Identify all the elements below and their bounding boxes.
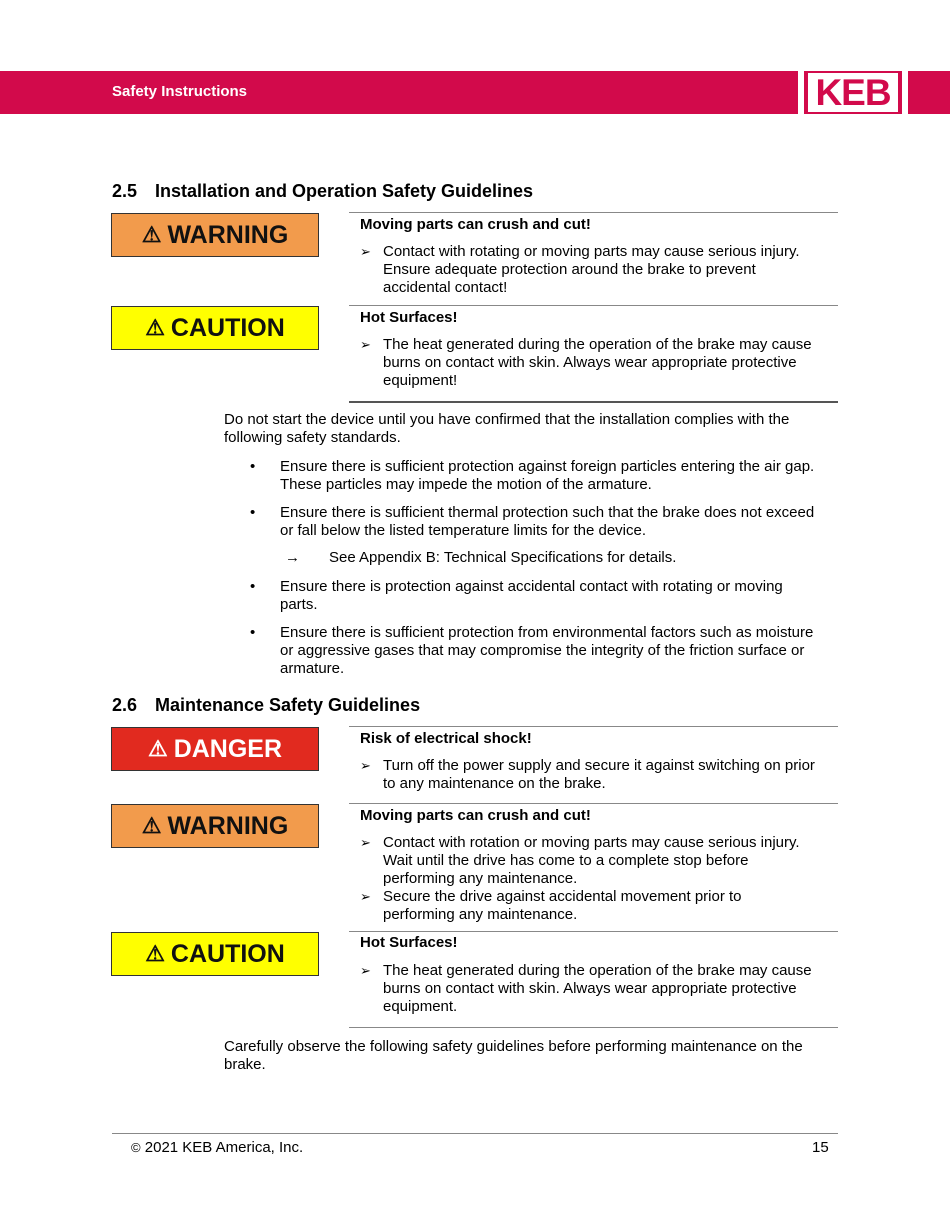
divider xyxy=(349,212,838,213)
copyright-text: 2021 KEB America, Inc. xyxy=(144,1139,304,1156)
section-number: 2.6 xyxy=(112,695,138,715)
bullet-icon: • xyxy=(250,578,256,595)
keb-logo xyxy=(808,73,898,112)
list-item: • Ensure there is protection against accidental contact with rotating or moving parts. xyxy=(250,578,783,613)
section-heading-2-5 xyxy=(112,181,533,202)
message-title: Hot Surfaces! xyxy=(360,934,458,951)
caution-badge xyxy=(111,306,319,350)
arrow-bullet-icon: ➢ xyxy=(360,337,371,352)
list-item: • Ensure there is sufficient protection against foreign particles entering the air gap. These particles may impede the motion of the armature. xyxy=(250,458,815,493)
badge-label: CAUTION xyxy=(170,939,285,968)
danger-badge xyxy=(111,727,319,771)
reference-text: See Appendix B: Technical Specifications for details. xyxy=(329,549,677,566)
message-title: Moving parts can crush and cut! xyxy=(360,216,591,233)
divider xyxy=(349,1027,838,1028)
arrow-bullet-icon: ➢ xyxy=(360,963,371,978)
arrow-bullet-icon: ➢ xyxy=(360,244,371,259)
divider xyxy=(349,305,838,306)
outro-paragraph: Carefully observe the following safety guidelines before performing maintenance on the brake. xyxy=(224,1038,803,1073)
footer-divider xyxy=(112,1133,838,1134)
warning-badge xyxy=(111,804,319,848)
section-title: Installation and Operation Safety Guidelines xyxy=(155,181,534,201)
arrow-bullet-icon: ➢ xyxy=(360,835,371,850)
logo-text: KEB xyxy=(815,72,891,113)
section-title: Maintenance Safety Guidelines xyxy=(155,695,421,715)
section-heading-2-6 xyxy=(112,695,420,716)
message-item: ➢ Contact with rotation or moving parts may cause serious injury. Wait until the drive has come to a complete stop before performing any maintenance. xyxy=(360,834,800,887)
bullet-icon: • xyxy=(250,624,256,641)
message-title: Moving parts can crush and cut! xyxy=(360,807,591,824)
warning-triangle-icon: ⚠ xyxy=(147,736,168,761)
warning-triangle-icon: ⚠ xyxy=(141,222,162,247)
badge-label: WARNING xyxy=(167,220,289,249)
arrow-bullet-icon: ➢ xyxy=(360,758,371,773)
warning-triangle-icon: ⚠ xyxy=(145,315,165,340)
message-title: Hot Surfaces! xyxy=(360,309,458,326)
message-item: ➢ The heat generated during the operation of the brake may cause burns on contact with skin. Always wear appropriate protective equipment! xyxy=(360,336,812,389)
page-number: 15 xyxy=(812,1139,829,1156)
list-item: • Ensure there is sufficient protection from environmental factors such as moisture or aggressive gases that may compromise the integrity of the friction surface or armature. xyxy=(250,624,814,677)
badge-label: CAUTION xyxy=(170,313,285,342)
list-item: • Ensure there is sufficient thermal protection such that the brake does not exceed or fall below the listed temperature limits for the device. xyxy=(250,504,815,539)
message-item: ➢ Contact with rotating or moving parts may cause serious injury. Ensure adequate protection around the brake to prevent accidental contact! xyxy=(360,243,800,296)
caution-badge xyxy=(111,932,319,976)
logo-gap xyxy=(902,71,908,114)
bullet-icon: • xyxy=(250,504,256,521)
divider xyxy=(349,401,838,403)
warning-triangle-icon: ⚠ xyxy=(145,941,165,966)
section-number: 2.5 xyxy=(112,181,138,201)
divider xyxy=(349,726,838,727)
badge-label: DANGER xyxy=(173,734,283,763)
reference-note xyxy=(285,549,676,567)
warning-triangle-icon: ⚠ xyxy=(141,813,162,838)
message-item: ➢ Secure the drive against accidental movement prior to performing any maintenance. xyxy=(360,888,742,923)
header-title: Safety Instructions xyxy=(112,83,248,100)
divider xyxy=(349,803,838,804)
footer-copyright xyxy=(131,1139,303,1156)
badge-label: WARNING xyxy=(167,811,289,840)
divider xyxy=(349,931,838,932)
right-arrow-icon: → xyxy=(285,549,300,566)
bullet-icon: • xyxy=(250,458,256,475)
arrow-bullet-icon: ➢ xyxy=(360,889,371,904)
message-item: ➢ The heat generated during the operation of the brake may cause burns on contact with skin. Always wear appropriate protective equipment. xyxy=(360,962,812,1015)
intro-paragraph: Do not start the device until you have confirmed that the installation complies with the following safety standards. xyxy=(224,411,790,446)
copyright-icon: © xyxy=(131,1140,141,1155)
message-item: ➢ Turn off the power supply and secure it against switching on prior to any maintenance on the brake. xyxy=(360,757,815,792)
warning-badge xyxy=(111,213,319,257)
logo-gap xyxy=(798,71,804,114)
message-title: Risk of electrical shock! xyxy=(360,730,532,747)
